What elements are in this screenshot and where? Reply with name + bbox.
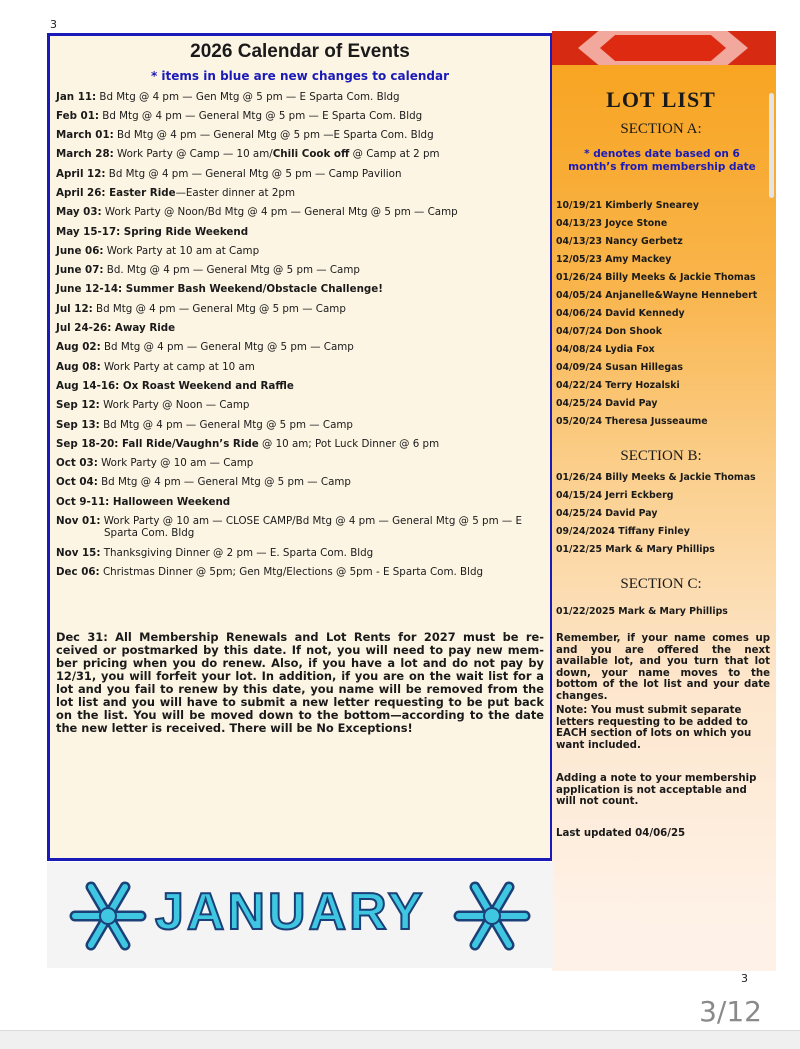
- lot-entry: 04/07/24 Don Shook: [556, 326, 662, 337]
- lot-entry: 05/20/24 Theresa Jusseaume: [556, 416, 708, 427]
- event-row: [50, 454, 542, 473]
- lot-entry: 04/13/23 Nancy Gerbetz: [556, 236, 683, 247]
- event-date: Aug 08:: [56, 360, 101, 373]
- event-text: Bd Mtg @ 4 pm — General Mtg @ 5 pm — Camp: [97, 476, 351, 489]
- event-text: Work Party @ Noon/Bd Mtg @ 4 pm — General Mtg @ 5 pm — Camp: [101, 206, 458, 219]
- event-date: June 07:: [56, 264, 104, 277]
- event-row: [50, 512, 542, 544]
- event-text: Work Party at 10 am at Camp: [103, 244, 260, 257]
- event-date: Dec 06:: [56, 565, 100, 578]
- event-row: [50, 164, 542, 183]
- lot-entry: 04/05/24 Anjanelle&Wayne Hennebert: [556, 290, 758, 301]
- event-date: Aug 02:: [56, 341, 101, 354]
- event-text: Work Party @ Camp — 10 am/: [113, 148, 273, 161]
- reminder-line: down, your name moves to the: [556, 667, 770, 679]
- event-date: June 06:: [56, 244, 104, 257]
- event-row: [50, 145, 542, 164]
- reminder-note: [556, 633, 770, 702]
- lot-entry: 04/22/24 Terry Hozalski: [556, 380, 680, 391]
- snowflake-icon: [67, 875, 149, 957]
- event-row: [50, 376, 542, 395]
- reminder-line: bottom of the lot list and your date: [556, 679, 770, 690]
- lot-entry: 04/25/24 David Pay: [556, 398, 658, 409]
- lot-entry: 04/15/24 Jerri Eckberg: [556, 490, 674, 501]
- page-number-bottom: 3: [741, 972, 748, 985]
- event-text: @ 10 am; Pot Luck Dinner @ 6 pm: [258, 437, 440, 450]
- january-banner: [47, 862, 553, 968]
- event-date: Nov 15:: [56, 546, 101, 559]
- lot-entry: 01/22/25 Mark & Mary Phillips: [556, 544, 715, 555]
- event-row: [50, 126, 542, 145]
- section-b-list: [556, 469, 771, 559]
- event-date: Feb 01:: [56, 109, 100, 122]
- event-row: [50, 183, 542, 202]
- lot-entry: 01/26/24 Billy Meeks & Jackie Thomas: [556, 272, 756, 283]
- lot-entry: 10/19/21 Kimberly Snearey: [556, 200, 699, 211]
- reminder-line: available lot, and you turn that lot: [556, 656, 770, 667]
- lot-list-title: LOT LIST: [606, 87, 716, 112]
- event-row: [50, 415, 542, 434]
- renewal-notice: Dec 31: All Membership Renewals and Lot Rents for 2027 must be re-ceived or postmarked by this date. If not, you will need to pay new mem-ber pricing when you do renew. Also, if you have a lot and do not pay by 12/31, you will forfeit your lot. In addition, if you are on the wait list for a lot and you fail to renew by this date, you name will be removed from the lot list and you will have to submit a new letter requesting to be put back on the list. You will be moved down to the bottom—according to the date the new letter is received. There will be No Exceptions!: [56, 630, 544, 735]
- event-date: Oct 9-11: Halloween Weekend: [56, 495, 231, 508]
- event-text: Thanksgiving Dinner @ 2 pm — E. Sparta Com. Bldg: [100, 546, 374, 559]
- event-date: Aug 14-16: Ox Roast Weekend and Raffle: [56, 379, 294, 392]
- event-row: [50, 319, 542, 338]
- event-date: Nov 01:: [56, 515, 101, 528]
- event-text: Christmas Dinner @ 5pm; Gen Mtg/Elections @ 5pm - E Sparta Com. Bldg: [99, 565, 484, 578]
- lot-entry: 09/24/2024 Tiffany Finley: [556, 526, 690, 537]
- event-text: Work Party @ 10 am — Camp: [97, 457, 254, 470]
- lot-entry: 01/22/2025 Mark & Mary Phillips: [556, 606, 728, 617]
- event-text: Bd Mtg @ 4 pm — General Mtg @ 5 pm — Camp Pavilion: [105, 167, 402, 180]
- event-row: [50, 396, 542, 415]
- header-ornament-inner: [600, 35, 726, 61]
- calendar-of-events: [47, 33, 553, 861]
- event-highlight: Chili Cook off: [272, 148, 350, 161]
- event-text: @ Camp at 2 pm: [349, 148, 440, 161]
- section-c-list: [556, 603, 771, 621]
- reminder-line: Remember, if your name comes up: [556, 633, 770, 644]
- snowflake-icon: [451, 875, 533, 957]
- separate-letters-note: Note: You must submit separate letters requesting to be added to EACH section of lots on which you want included.: [556, 705, 752, 751]
- viewer-footer: [0, 1030, 800, 1049]
- event-date: Sep 18-20: Fall Ride/Vaughn’s Ride: [56, 437, 259, 450]
- calendar-subtitle: * items in blue are new changes to calendar: [150, 69, 450, 83]
- section-c-heading: SECTION C:: [620, 576, 702, 592]
- event-text: Bd Mtg @ 4 pm — General Mtg @ 5 pm — Camp: [100, 341, 354, 354]
- event-date: Jul 12:: [56, 302, 93, 315]
- event-date: May 15-17: Spring Ride Weekend: [56, 225, 249, 238]
- lot-entry: 01/26/24 Billy Meeks & Jackie Thomas: [556, 472, 756, 483]
- event-date: April 12:: [56, 167, 106, 180]
- last-updated: Last updated 04/06/25: [556, 828, 686, 839]
- event-text: Work Party @ 10 am — CLOSE CAMP/Bd Mtg @ 4 pm — General Mtg @ 5 pm — E: [100, 515, 522, 528]
- event-row: [50, 543, 542, 562]
- lot-entry: 04/08/24 Lydia Fox: [556, 344, 655, 355]
- event-date: March 28:: [56, 148, 114, 161]
- section-b-heading: SECTION B:: [620, 448, 702, 464]
- event-row: [50, 562, 542, 581]
- event-text: Bd Mtg @ 4 pm — General Mtg @ 5 pm — Camp: [92, 302, 346, 315]
- event-date: Jan 11:: [56, 90, 97, 103]
- lot-entry: 12/05/23 Amy Mackey: [556, 254, 672, 265]
- event-date: Sep 12:: [56, 399, 100, 412]
- event-date: June 12-14: Summer Bash Weekend/Obstacle Challenge!: [56, 283, 383, 296]
- lot-entry: 04/09/24 Susan Hillegas: [556, 362, 683, 373]
- event-text: Bd Mtg @ 4 pm — Gen Mtg @ 5 pm — E Sparta Com. Bldg: [96, 90, 400, 103]
- event-row: [50, 203, 542, 222]
- event-text: —Easter dinner at 2pm: [175, 186, 295, 199]
- lot-list-panel: [552, 31, 776, 971]
- event-date: Jul 24-26: Away Ride: [56, 322, 176, 335]
- event-date: April 26: Easter Ride: [56, 186, 176, 199]
- page-number-top: 3: [50, 18, 57, 31]
- event-row: [50, 338, 542, 357]
- reminder-line: changes.: [556, 690, 608, 702]
- event-date: May 03:: [56, 206, 102, 219]
- event-date: March 01:: [56, 129, 114, 142]
- event-row: [50, 434, 542, 453]
- lot-entry: 04/06/24 David Kennedy: [556, 308, 685, 319]
- event-text: Work Party @ Noon — Camp: [99, 399, 250, 412]
- event-date: Oct 03:: [56, 457, 98, 470]
- month-title: JANUARY: [155, 883, 426, 941]
- event-row: [50, 299, 542, 318]
- event-row: [50, 280, 542, 299]
- calendar-title: 2026 Calendar of Events: [190, 41, 410, 62]
- event-row: [50, 357, 542, 376]
- lot-entry: 04/13/23 Joyce Stone: [556, 218, 668, 229]
- page-counter: 3/12: [699, 995, 762, 1028]
- event-row: [50, 87, 542, 106]
- application-note: Adding a note to your membership application is not acceptable and will not count.: [556, 773, 757, 807]
- section-a-heading: SECTION A:: [620, 121, 702, 137]
- event-row: [50, 473, 542, 492]
- event-text: Work Party at camp at 10 am: [100, 360, 255, 373]
- event-text: Bd Mtg @ 4 pm — General Mtg @ 5 pm — Camp: [99, 418, 353, 431]
- event-row: [50, 241, 542, 260]
- event-text: Bd Mtg @ 4 pm — General Mtg @ 5 pm — E Sparta Com. Bldg: [99, 109, 423, 122]
- event-text: Bd Mtg @ 4 pm — General Mtg @ 5 pm —E Sparta Com. Bldg: [113, 129, 434, 142]
- section-a-note: * denotes date based on 6 month’s from membership date: [568, 148, 756, 173]
- event-date: Sep 13:: [56, 418, 100, 431]
- event-row: [50, 492, 542, 511]
- reminder-line: and you are offered the next: [556, 644, 770, 656]
- event-text: Bd. Mtg @ 4 pm — General Mtg @ 5 pm — Camp: [103, 264, 360, 277]
- event-row: [50, 261, 542, 280]
- section-a-list: [556, 197, 771, 431]
- event-row: [50, 222, 542, 241]
- lot-entry: 04/25/24 David Pay: [556, 508, 658, 519]
- event-text-continued: Sparta Com. Bldg: [104, 527, 195, 540]
- event-list: [50, 87, 550, 582]
- event-row: [50, 106, 542, 125]
- event-date: Oct 04:: [56, 476, 98, 489]
